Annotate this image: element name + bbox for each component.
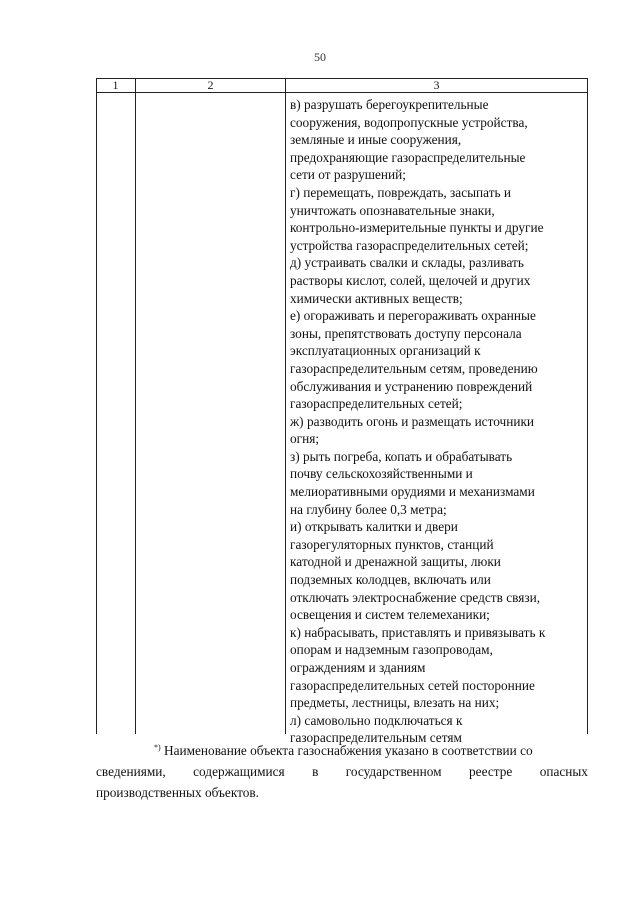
footnote-line-2 — [96, 761, 588, 782]
table-text-line: эксплуатационных организаций к — [290, 343, 481, 359]
footnote-marker: *) — [154, 743, 161, 752]
table-text-line: газораспределительным сетям, проведению — [290, 360, 538, 376]
table-border-right — [587, 78, 588, 734]
table-text-line: л) самовольно подключаться к — [290, 712, 463, 728]
table-text-line: подземных колодцев, включать или — [290, 572, 491, 588]
table-text-line: освещения и систем телемеханики; — [290, 607, 490, 623]
footnote-word: опасных — [539, 764, 588, 779]
table-text-line: ограждениям и зданиям — [290, 660, 426, 675]
table-text-line: уничтожать опознавательные знаки, — [290, 202, 495, 218]
table-border-left — [96, 78, 97, 734]
page-number: 50 — [314, 50, 326, 64]
table-text-line: обслуживания и устранению повреждений — [290, 378, 533, 394]
table-text-line: мелиоративными орудиями и механизмами — [290, 484, 535, 500]
table-divider-col1 — [135, 78, 136, 734]
table-text-line: устройства газораспределительных сетей; — [290, 237, 529, 253]
table-text-line: огня; — [290, 431, 320, 447]
footnote-word: сведениями, — [96, 764, 166, 779]
footnote-text-1: Наименование объекта газоснабжения указано в соответствии со — [164, 743, 533, 758]
table-divider-col2 — [285, 78, 286, 734]
table-text-line: зоны, препятствовать доступу персонала — [290, 325, 522, 341]
table-text-line: е) огораживать и перегораживать охранные — [290, 308, 536, 324]
table-text-line: на глубину более 0,3 метра; — [290, 501, 447, 517]
footnote-line-1 — [96, 737, 588, 761]
table-header-col2: 2 — [207, 78, 214, 92]
footnote-word: государственном — [345, 764, 442, 779]
footnote-word: содержащимися — [193, 764, 285, 779]
table-text-line: и) открывать калитки и двери — [290, 519, 458, 535]
table-text-line: ж) разводить огонь и размещать источники — [290, 413, 535, 429]
footnote-word: в — [312, 764, 319, 779]
table-text-line: газораспределительных сетей посторонние — [290, 677, 535, 693]
table-text-line: газораспределительных сетей; — [290, 396, 463, 412]
table-text-line: предметы, лестницы, влезать на них; — [290, 695, 500, 711]
table-text-line: г) перемещать, повреждать, засыпать и — [290, 184, 512, 200]
table-text-line: сооружения, водопропускные устройства, — [290, 114, 528, 130]
table-text-line: к) набрасывать, приставлять и привязывать к — [290, 624, 546, 640]
footnote-word: реестре — [469, 764, 513, 779]
table-text-line: земляные и иные сооружения, — [290, 132, 462, 148]
table-text-line: опорам и надземным газопроводам, — [290, 642, 493, 658]
table-text-line: газораспределительным сетям — [290, 730, 462, 746]
table-text-line: д) устраивать свалки и склады, разливать — [290, 255, 524, 271]
table-text-line: почву сельскохозяйственными и — [290, 466, 473, 482]
table-text-line: химически активных веществ; — [290, 290, 463, 306]
table-text-line: предохраняющие газораспределительные — [290, 149, 526, 165]
requirements-table — [96, 78, 588, 746]
table-text-line: в) разрушать берегоукрепительные — [290, 97, 489, 112]
table-text-line: катодной и дренажной защиты, люки — [290, 554, 501, 570]
table-text-line: газорегуляторных пунктов, станций — [290, 536, 494, 552]
table-header-divider — [96, 92, 588, 93]
table-cell-col3-text — [290, 96, 584, 747]
table-text-line: сети от разрушений; — [290, 167, 406, 183]
table-text-line: отключать электроснабжение средств связи, — [290, 589, 541, 605]
footnote-line-3: производственных объектов. — [96, 785, 259, 800]
table-header-col3: 3 — [433, 78, 440, 92]
table-header-col1: 1 — [112, 78, 119, 92]
table-text-line: растворы кислот, солей, щелочей и других — [290, 272, 531, 288]
footnote — [96, 737, 588, 803]
table-text-line: з) рыть погреба, копать и обрабатывать — [290, 448, 513, 464]
table-text-line: контрольно-измерительные пункты и другие — [290, 220, 544, 236]
